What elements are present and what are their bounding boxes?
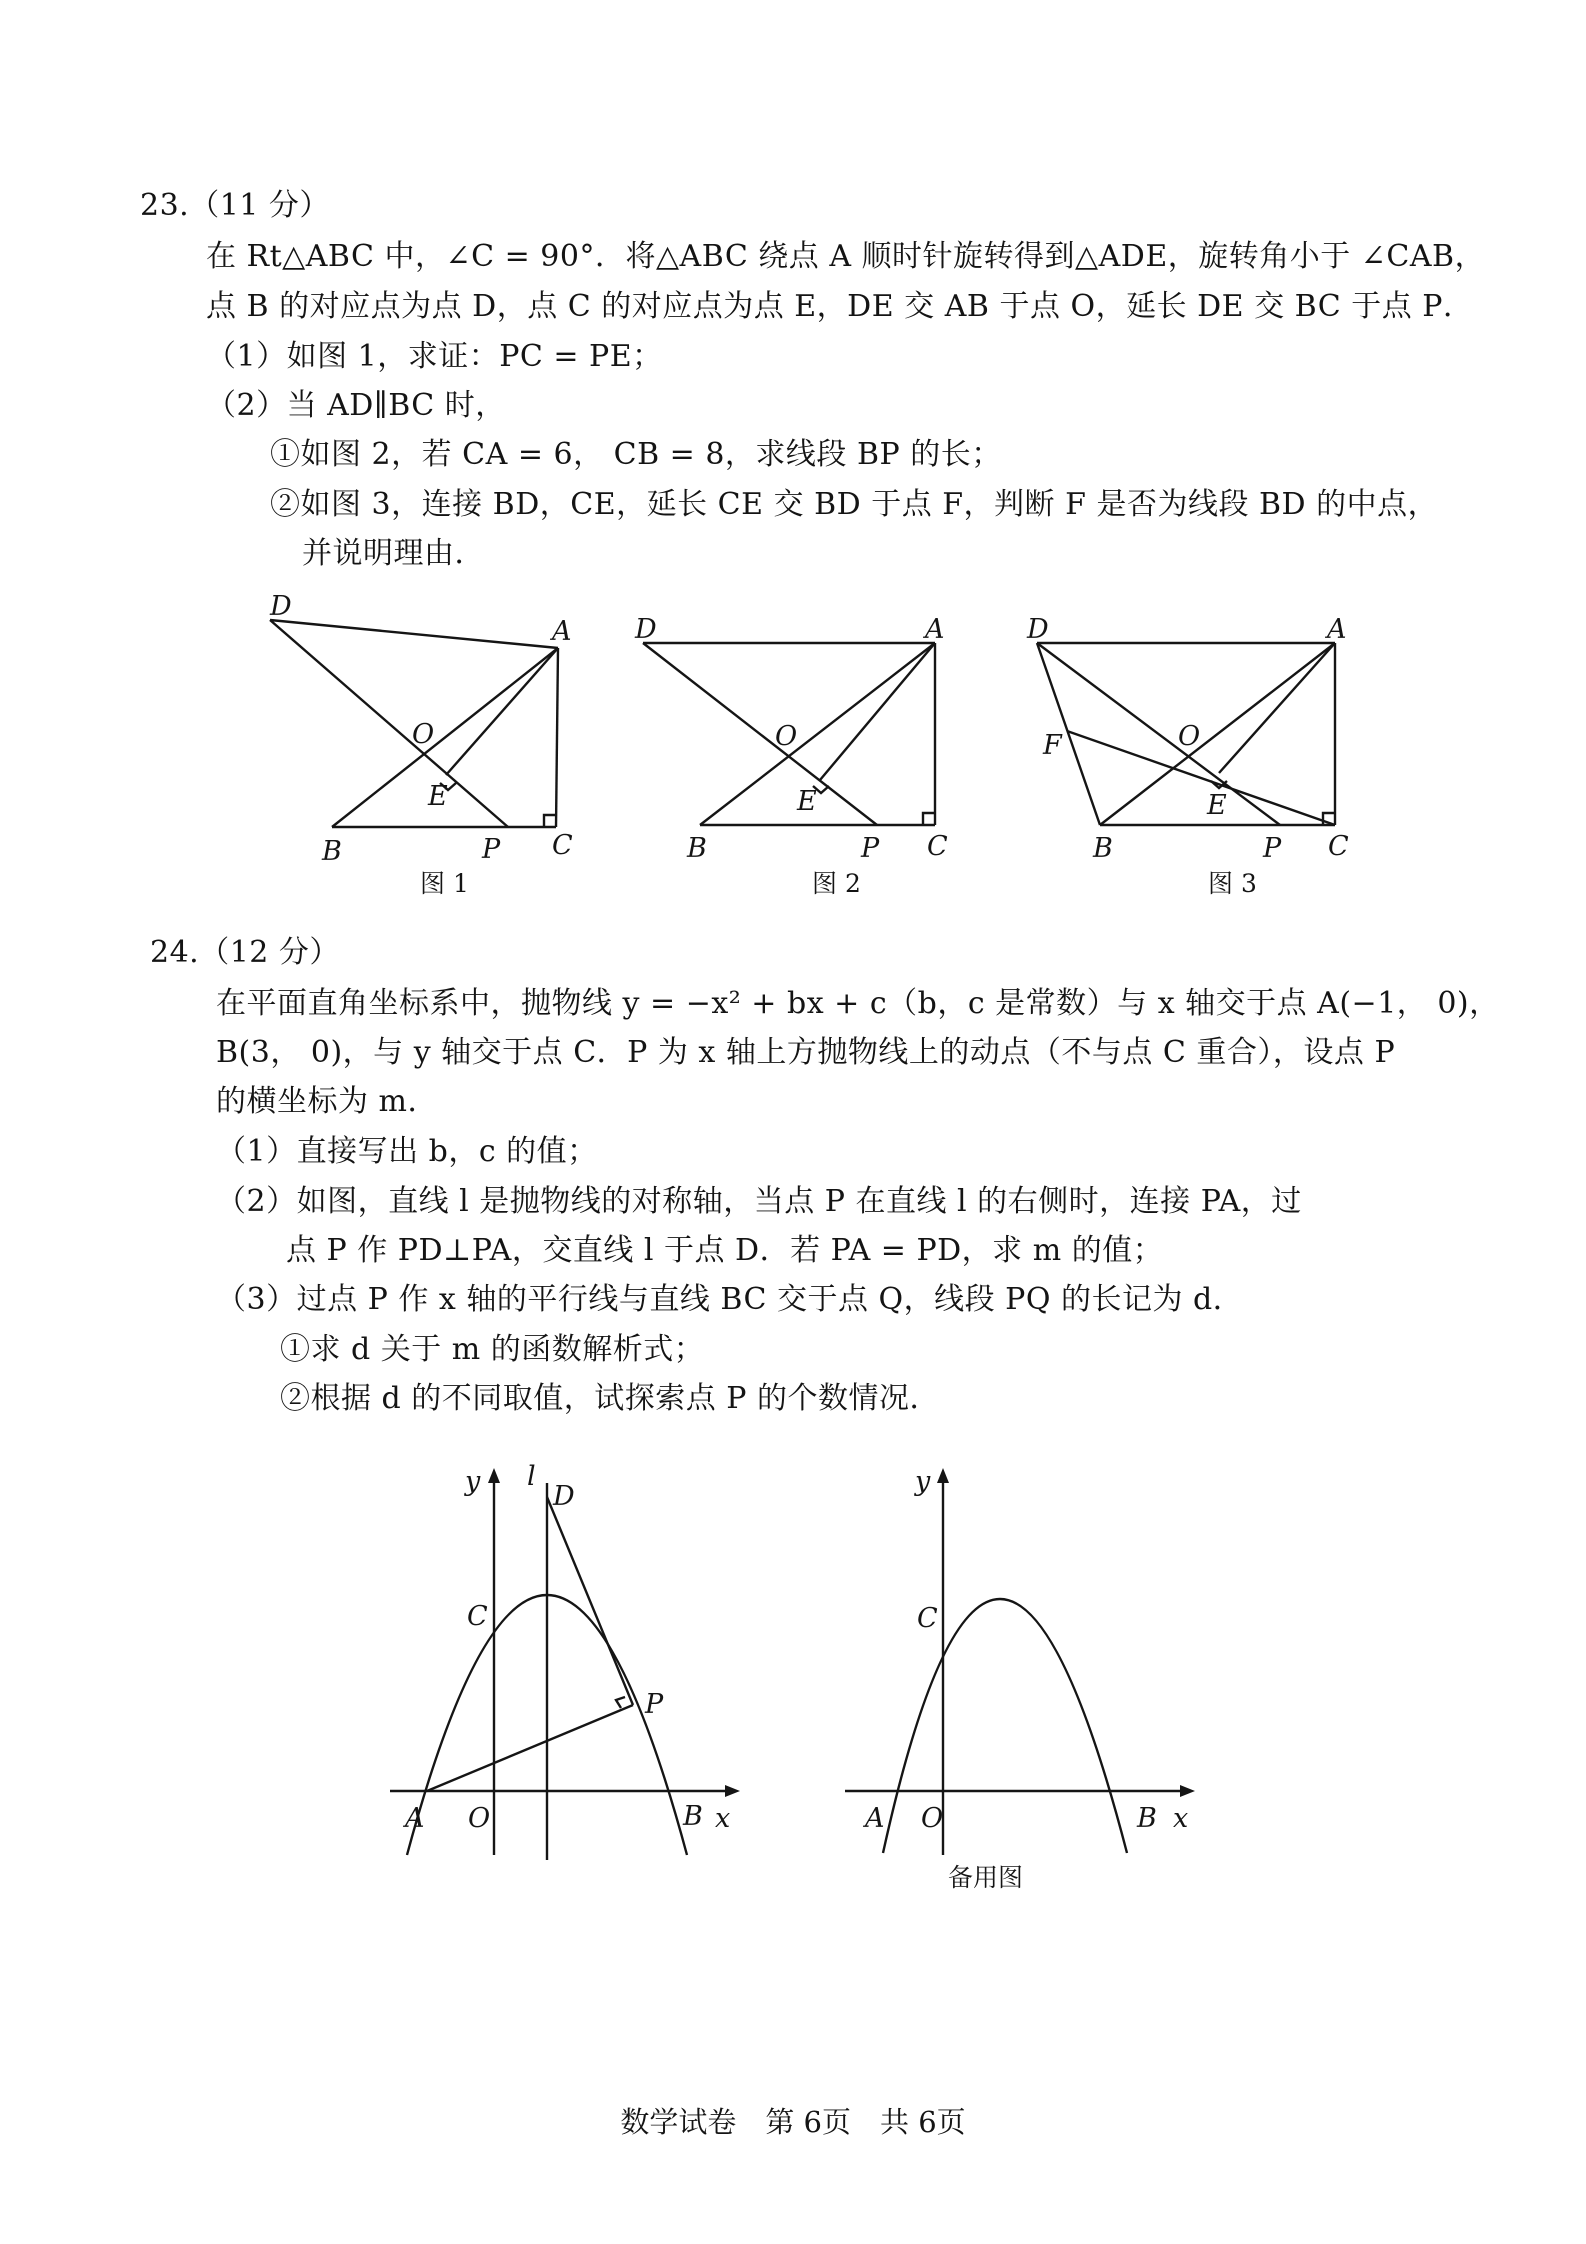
label-P: P <box>645 1689 664 1720</box>
q24-sub-2: ②根据 d 的不同取值，试探索点 P 的个数情况． <box>280 1381 941 1416</box>
q24-part-2: （2）如图，直线 l 是抛物线的对称轴，当点 P 在直线 l 的右侧时，连接 PA，过 <box>216 1184 1302 1219</box>
label-E: E <box>1207 790 1227 821</box>
segment-FC <box>1067 731 1335 825</box>
label-C: C <box>927 831 948 862</box>
label-D: D <box>270 591 292 622</box>
segment-DP <box>547 1497 633 1705</box>
x-axis-arrow <box>725 1785 740 1797</box>
q23-sub-1: ①如图 2，若 CA = 6， CB = 8，求线段 BP 的长； <box>270 437 1002 472</box>
segment-AE <box>446 648 558 775</box>
label-O: O <box>921 1803 944 1834</box>
label-C: C <box>1328 831 1349 862</box>
q23-header: 23.（11 分） <box>140 188 330 223</box>
label-B: B <box>1093 833 1113 864</box>
q24-main-figure <box>385 1455 755 1875</box>
right-angle-mark-P <box>616 1697 625 1708</box>
segment-DP <box>643 643 877 825</box>
fig1-caption: 图 1 <box>420 869 469 898</box>
label-A: A <box>405 1803 425 1834</box>
label-x: x <box>1173 1803 1189 1834</box>
label-O: O <box>1178 721 1201 752</box>
label-F: F <box>1043 730 1062 761</box>
label-B: B <box>687 833 707 864</box>
q24-header: 24.（12 分） <box>150 935 340 970</box>
label-B: B <box>683 1801 703 1832</box>
right-angle-mark-C <box>544 815 556 827</box>
segment-AE <box>1219 643 1335 773</box>
label-O: O <box>775 721 798 752</box>
q23-figure-1 <box>250 590 610 890</box>
q23-figure-3 <box>1015 605 1375 895</box>
label-A: A <box>865 1803 885 1834</box>
q24-part-2-cont: 点 P 作 PD⊥PA，交直线 l 于点 D．若 PA = PD，求 m 的值； <box>286 1233 1164 1268</box>
label-O: O <box>412 719 435 750</box>
q24-spare-figure <box>845 1455 1215 1875</box>
label-A: A <box>552 616 572 647</box>
segment-DP <box>270 620 508 827</box>
page-footer: 数学试卷 第 6页 共 6页 <box>620 2105 966 2139</box>
label-x: x <box>715 1803 731 1834</box>
y-axis-arrow <box>488 1468 500 1483</box>
y-axis-arrow <box>937 1468 949 1483</box>
label-B: B <box>1137 1803 1157 1834</box>
label-O: O <box>468 1803 491 1834</box>
q24-stem-line-1: 在平面直角坐标系中，抛物线 y = −x² + bx + c（b，c 是常数）与 x 轴交于点 A(−1， 0)， <box>216 986 1500 1021</box>
label-D: D <box>635 614 657 645</box>
label-P: P <box>861 833 880 864</box>
label-B: B <box>322 836 342 867</box>
q24-part-3: （3）过点 P 作 x 轴的平行线与直线 BC 交于点 Q，线段 PQ 的长记为 d． <box>216 1282 1244 1317</box>
fig3-caption: 图 3 <box>1208 869 1257 898</box>
label-P: P <box>1263 833 1282 864</box>
spare-figure-caption: 备用图 <box>948 1863 1024 1892</box>
segment-AP <box>427 1705 633 1791</box>
segment-AC <box>556 648 558 827</box>
label-C: C <box>917 1603 938 1634</box>
label-l: l <box>527 1461 536 1492</box>
parabola <box>883 1599 1127 1853</box>
q24-stem-line-3: 的横坐标为 m． <box>216 1084 438 1119</box>
label-D: D <box>1027 614 1049 645</box>
segment-AB <box>700 643 935 825</box>
q24-sub-1: ①求 d 关于 m 的函数解析式； <box>280 1332 705 1367</box>
q23-stem-line-2: 点 B 的对应点为点 D，点 C 的对应点为点 E，DE 交 AB 于点 O，延长 DE 交 BC 于点 P． <box>206 289 1474 324</box>
q23-part-1: （1）如图 1，求证：PC = PE； <box>206 339 663 374</box>
label-C: C <box>552 830 573 861</box>
q24-stem-line-2: B(3， 0)，与 y 轴交于点 C．P 为 x 轴上方抛物线上的动点（不与点 C 重合），设点 P <box>216 1035 1396 1070</box>
q23-stem-line-1: 在 Rt△ABC 中，∠C = 90°．将△ABC 绕点 A 顺时针旋转得到△ADE，旋转角小于 ∠CAB， <box>206 239 1486 274</box>
q23-figure-2 <box>625 605 965 895</box>
q24-part-1: （1）直接写出 b，c 的值； <box>216 1134 598 1169</box>
right-angle-mark-C <box>923 813 935 825</box>
label-P: P <box>482 834 501 865</box>
fig2-caption: 图 2 <box>812 869 861 898</box>
q23-part-2: （2）当 AD∥BC 时， <box>206 388 506 423</box>
q23-sub-2: ②如图 3，连接 BD，CE，延长 CE 交 BD 于点 F，判断 F 是否为线段 BD 的中点， <box>270 487 1439 522</box>
label-D: D <box>553 1481 575 1512</box>
segment-DA <box>270 620 558 648</box>
segment-AE <box>820 643 935 780</box>
label-A: A <box>925 614 945 645</box>
label-A: A <box>1327 614 1347 645</box>
q23-sub-2-cont: 并说明理由． <box>302 536 485 571</box>
x-axis-arrow <box>1180 1785 1195 1797</box>
label-E: E <box>428 781 448 812</box>
label-E: E <box>797 786 817 817</box>
label-y: y <box>915 1466 931 1497</box>
label-y: y <box>465 1466 481 1497</box>
label-C: C <box>467 1601 488 1632</box>
